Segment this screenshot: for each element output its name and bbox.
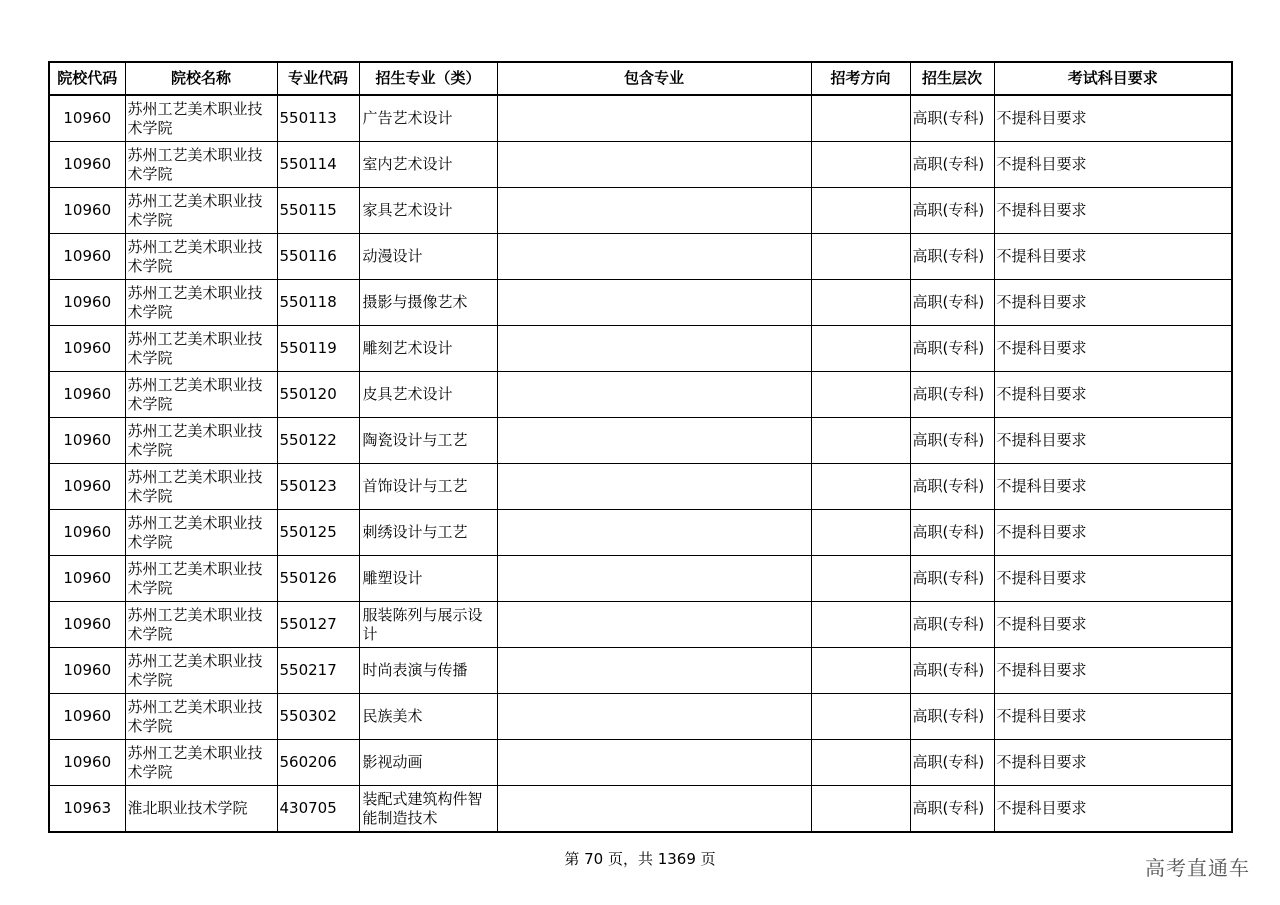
cell-school-code: 10960 [49,648,125,694]
cell-direction [811,648,910,694]
cell-school-code: 10960 [49,556,125,602]
cell-major: 装配式建筑构件智能制造技术 [359,786,497,833]
cell-direction [811,142,910,188]
table-row [49,188,1232,234]
cell-school-code: 10960 [49,142,125,188]
table-header [49,62,1232,95]
cell-included-majors [497,464,811,510]
cell-major: 家具艺术设计 [359,188,497,234]
cell-school-code: 10960 [49,234,125,280]
cell-school-code: 10960 [49,372,125,418]
header-level: 招生层次 [910,62,994,95]
cell-major: 首饰设计与工艺 [359,464,497,510]
cell-included-majors [497,602,811,648]
cell-major-code: 550126 [277,556,359,602]
cell-level: 高职(专科) [910,694,994,740]
cell-major: 动漫设计 [359,234,497,280]
header-requirement: 考试科目要求 [994,62,1232,95]
cell-major: 摄影与摄像艺术 [359,280,497,326]
cell-school-name: 苏州工艺美术职业技术学院 [125,372,277,418]
cell-major-code: 550123 [277,464,359,510]
cell-included-majors [497,234,811,280]
header-school-name: 院校名称 [125,62,277,95]
cell-direction [811,326,910,372]
cell-major-code: 550127 [277,602,359,648]
table-row [49,602,1232,648]
cell-school-code: 10960 [49,464,125,510]
cell-major-code: 550113 [277,95,359,142]
cell-level: 高职(专科) [910,280,994,326]
cell-major-code: 550217 [277,648,359,694]
cell-school-name: 苏州工艺美术职业技术学院 [125,556,277,602]
watermark: 高考直通车 [1145,856,1250,880]
admissions-table [48,61,1233,833]
cell-included-majors [497,326,811,372]
cell-included-majors [497,694,811,740]
cell-requirement: 不提科目要求 [994,142,1232,188]
cell-school-name: 苏州工艺美术职业技术学院 [125,648,277,694]
cell-major: 时尚表演与传播 [359,648,497,694]
cell-school-name: 苏州工艺美术职业技术学院 [125,464,277,510]
cell-direction [811,556,910,602]
cell-level: 高职(专科) [910,418,994,464]
table-row [49,464,1232,510]
cell-major: 民族美术 [359,694,497,740]
table-row [49,95,1232,142]
cell-school-name: 苏州工艺美术职业技术学院 [125,234,277,280]
cell-school-name: 苏州工艺美术职业技术学院 [125,694,277,740]
cell-school-code: 10960 [49,740,125,786]
cell-level: 高职(专科) [910,372,994,418]
cell-major: 室内艺术设计 [359,142,497,188]
cell-direction [811,234,910,280]
cell-requirement: 不提科目要求 [994,740,1232,786]
cell-school-name: 苏州工艺美术职业技术学院 [125,280,277,326]
cell-school-code: 10960 [49,95,125,142]
cell-direction [811,510,910,556]
cell-school-name: 苏州工艺美术职业技术学院 [125,602,277,648]
cell-major-code: 550118 [277,280,359,326]
cell-direction [811,418,910,464]
cell-requirement: 不提科目要求 [994,556,1232,602]
cell-level: 高职(专科) [910,556,994,602]
table-row [49,786,1232,833]
cell-included-majors [497,142,811,188]
cell-school-name: 苏州工艺美术职业技术学院 [125,740,277,786]
cell-direction [811,694,910,740]
table-row [49,694,1232,740]
page-number: 第 70 页，共 1369 页 [564,850,716,868]
cell-requirement: 不提科目要求 [994,786,1232,833]
table-row [49,556,1232,602]
cell-requirement: 不提科目要求 [994,418,1232,464]
cell-level: 高职(专科) [910,188,994,234]
cell-direction [811,602,910,648]
cell-school-code: 10960 [49,510,125,556]
table-row [49,142,1232,188]
cell-direction [811,464,910,510]
cell-major-code: 550122 [277,418,359,464]
cell-major: 服装陈列与展示设计 [359,602,497,648]
cell-included-majors [497,95,811,142]
cell-major: 影视动画 [359,740,497,786]
cell-major-code: 430705 [277,786,359,833]
cell-school-code: 10960 [49,418,125,464]
table-row [49,326,1232,372]
cell-included-majors [497,648,811,694]
header-major-code: 专业代码 [277,62,359,95]
cell-school-code: 10963 [49,786,125,833]
cell-requirement: 不提科目要求 [994,694,1232,740]
cell-major: 刺绣设计与工艺 [359,510,497,556]
cell-level: 高职(专科) [910,326,994,372]
cell-level: 高职(专科) [910,142,994,188]
cell-major-code: 550115 [277,188,359,234]
cell-level: 高职(专科) [910,234,994,280]
cell-included-majors [497,372,811,418]
cell-direction [811,740,910,786]
cell-school-name: 苏州工艺美术职业技术学院 [125,95,277,142]
table-row [49,418,1232,464]
table-row [49,510,1232,556]
cell-school-code: 10960 [49,326,125,372]
cell-included-majors [497,510,811,556]
cell-requirement: 不提科目要求 [994,95,1232,142]
cell-school-code: 10960 [49,188,125,234]
cell-included-majors [497,188,811,234]
table-row [49,234,1232,280]
header-included-majors: 包含专业 [497,62,811,95]
cell-school-code: 10960 [49,280,125,326]
cell-school-name: 苏州工艺美术职业技术学院 [125,326,277,372]
cell-requirement: 不提科目要求 [994,188,1232,234]
header-major: 招生专业（类） [359,62,497,95]
cell-major-code: 550114 [277,142,359,188]
cell-direction [811,372,910,418]
cell-major: 皮具艺术设计 [359,372,497,418]
cell-requirement: 不提科目要求 [994,280,1232,326]
table-row [49,648,1232,694]
cell-requirement: 不提科目要求 [994,464,1232,510]
cell-level: 高职(专科) [910,464,994,510]
cell-major-code: 550302 [277,694,359,740]
cell-included-majors [497,280,811,326]
cell-included-majors [497,786,811,833]
cell-direction [811,280,910,326]
cell-requirement: 不提科目要求 [994,602,1232,648]
cell-major: 雕塑设计 [359,556,497,602]
cell-school-code: 10960 [49,602,125,648]
cell-school-code: 10960 [49,694,125,740]
cell-school-name: 苏州工艺美术职业技术学院 [125,510,277,556]
cell-level: 高职(专科) [910,740,994,786]
cell-school-name: 苏州工艺美术职业技术学院 [125,188,277,234]
cell-requirement: 不提科目要求 [994,510,1232,556]
cell-included-majors [497,418,811,464]
cell-major-code: 550119 [277,326,359,372]
table-row [49,740,1232,786]
cell-level: 高职(专科) [910,602,994,648]
cell-level: 高职(专科) [910,786,994,833]
cell-level: 高职(专科) [910,510,994,556]
header-school-code: 院校代码 [49,62,125,95]
cell-requirement: 不提科目要求 [994,326,1232,372]
cell-requirement: 不提科目要求 [994,648,1232,694]
cell-requirement: 不提科目要求 [994,234,1232,280]
header-direction: 招考方向 [811,62,910,95]
cell-major-code: 550116 [277,234,359,280]
cell-level: 高职(专科) [910,648,994,694]
cell-included-majors [497,740,811,786]
table-row [49,372,1232,418]
cell-major: 陶瓷设计与工艺 [359,418,497,464]
table-row [49,280,1232,326]
cell-requirement: 不提科目要求 [994,372,1232,418]
cell-major: 雕刻艺术设计 [359,326,497,372]
cell-direction [811,95,910,142]
cell-school-name: 苏州工艺美术职业技术学院 [125,418,277,464]
cell-major: 广告艺术设计 [359,95,497,142]
cell-school-name: 苏州工艺美术职业技术学院 [125,142,277,188]
table-body [49,95,1232,832]
cell-direction [811,188,910,234]
cell-included-majors [497,556,811,602]
cell-level: 高职(专科) [910,95,994,142]
cell-school-name: 淮北职业技术学院 [125,786,277,833]
cell-direction [811,786,910,833]
cell-major-code: 550120 [277,372,359,418]
cell-major-code: 560206 [277,740,359,786]
cell-major-code: 550125 [277,510,359,556]
